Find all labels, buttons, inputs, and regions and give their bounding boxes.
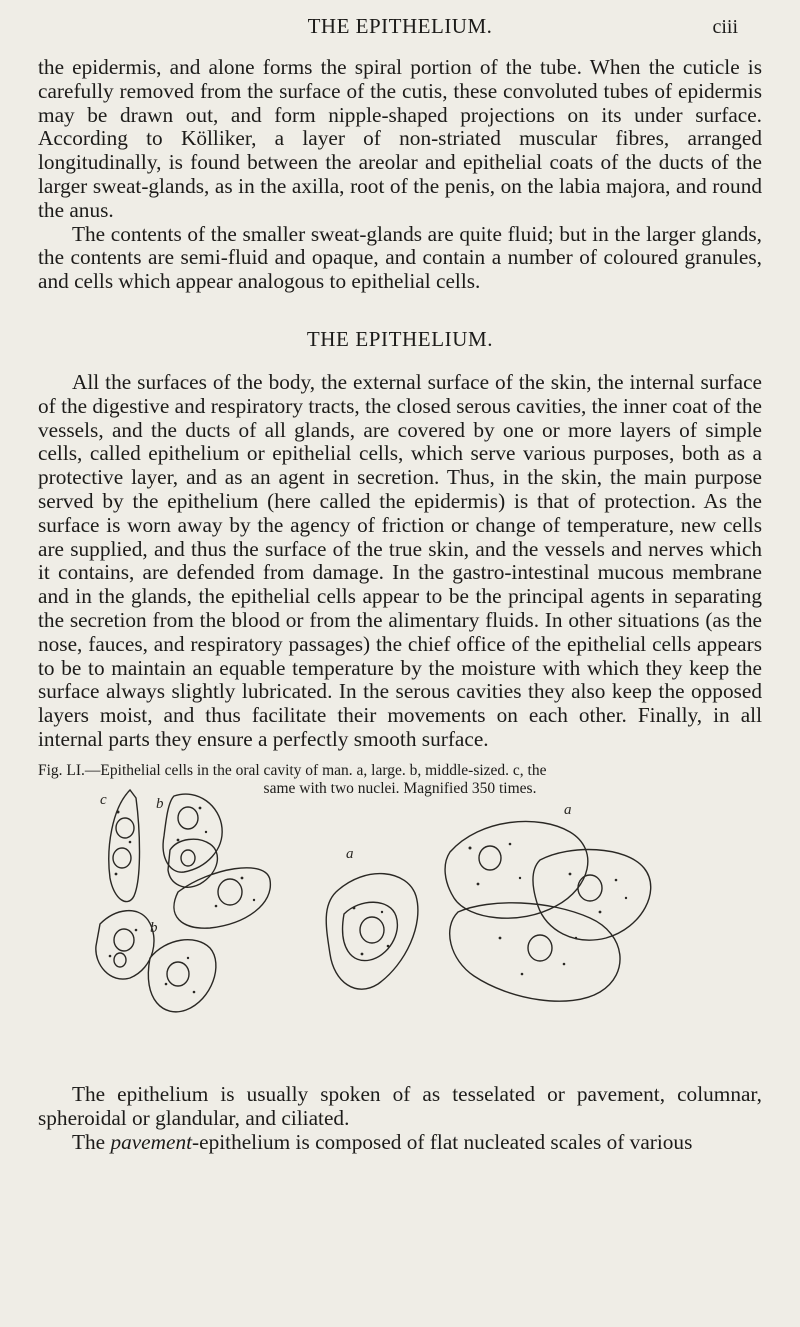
label-b-bottom: b bbox=[150, 920, 158, 936]
bottom-text bbox=[38, 1083, 762, 1154]
page-number: ciii bbox=[712, 16, 738, 38]
section-text bbox=[38, 371, 762, 752]
pavement-term: pavement bbox=[110, 1129, 193, 1154]
nucleus-b-middle bbox=[181, 850, 195, 866]
nucleus-c-1 bbox=[116, 818, 134, 838]
nucleus-large-left bbox=[218, 879, 242, 905]
pavement-post: -epithelium is composed of flat nucleated scales of various bbox=[192, 1129, 693, 1154]
nucleus-a-right-top bbox=[479, 846, 501, 870]
paragraph-pavement-epithelium bbox=[38, 1131, 762, 1155]
cell-large-left bbox=[174, 868, 270, 928]
paragraph-epithelium-types: The epithelium is usually spoken of as tesselated or pavement, columnar, spheroidal or glandular, and ciliated. bbox=[38, 1082, 762, 1130]
label-c: c bbox=[100, 792, 107, 808]
nucleus-b-top bbox=[178, 807, 198, 829]
cell-a-middle-inner bbox=[343, 902, 398, 960]
cell-b-top bbox=[163, 794, 222, 872]
paragraph-sweat-gland-contents: The contents of the smaller sweat-glands are quite fluid; but in the larger glands, the contents are semi-fluid and opaque, and contain a number of coloured granules, and cells which appear analogous to epithelial cells. bbox=[38, 221, 762, 294]
nucleus-b-bottom-2 bbox=[114, 953, 126, 967]
label-a-middle: a bbox=[346, 846, 354, 862]
caption-line-2: same with two nuclei. Magnified 350 times. bbox=[263, 779, 537, 797]
paragraph-sweat-glands-continued: the epidermis, and alone forms the spiral portion of the tube. When the cuticle is carefully removed from the surface of the cutis, these convoluted tubes of epidermis may be drawn out, and form nipple-shaped projections on its under surface. According to Kölliker, a layer of non-striated muscular fibres, arranged longitudinally, is found between the areolar and epithelial coats of the ducts of the larger sweat-glands, as in the axilla, root of the penis, on the labia majora, and round the anus. bbox=[38, 55, 762, 222]
nucleus-b-bottom-1 bbox=[114, 929, 134, 951]
cell-b-lower bbox=[148, 940, 216, 1012]
caption-line-1: Fig. LI.—Epithelial cells in the oral cavity of man. a, large. b, middle-sized. c, the bbox=[38, 762, 547, 779]
nucleus-a-right-bottom bbox=[528, 935, 552, 961]
nucleus-b-lower bbox=[167, 962, 189, 986]
section-title: THE EPITHELIUM. bbox=[306, 327, 494, 351]
pavement-pre: The bbox=[72, 1129, 111, 1154]
cell-a-middle bbox=[326, 874, 418, 990]
epithelial-cells-figure bbox=[70, 788, 730, 1078]
paragraph-epithelium-intro: All the surfaces of the body, the external surface of the skin, the internal surface of the digestive and respiratory tracts, the closed serous cavities, the inner coat of the vessels, and the ducts of all glands, are covered by one or more layers of simple cells, called epithelium or epithelial cells, which serve various purposes, both as a protective layer, and as an agent in secretion. Thus, in the skin, the main purpose served by the epithelium (here called the epidermis) is that of protection. As the surface is worn away by the agency of friction or change of temperature, new cells are supplied, and thus the surface of the true skin, and the vessels and nerves which it contains, are defended from damage. In the gastro-intestinal mucous membrane and in the glands, the epithelial cells appear to be the principal agents in separating the secretion from the blood or from the alimentary fluids. In other situations (as the nose, fauces, and respiratory passages) the chief office of the epithelial cells appears to be to maintain an equable temperature by the moisture with which they keep the surface always slightly lubricated. In the serous cavities they also keep the opposed layers moist, and thus facilitate their movements on each other. Finally, in all internal parts they ensure a perfectly smooth surface. bbox=[38, 370, 762, 751]
cell-b-bottom bbox=[96, 911, 154, 979]
cell-c-small bbox=[109, 790, 140, 902]
running-head: THE EPITHELIUM. bbox=[307, 14, 493, 38]
cell-a-right-middle bbox=[533, 850, 651, 941]
nucleus-a-middle bbox=[360, 917, 384, 943]
label-a-right: a bbox=[564, 802, 572, 818]
nucleus-a-right-middle bbox=[578, 875, 602, 901]
epithelial-cells-illustration bbox=[70, 788, 730, 1078]
cell-a-right-top bbox=[445, 821, 588, 918]
nucleus-c-2 bbox=[113, 848, 131, 868]
label-b-top: b bbox=[156, 796, 164, 812]
top-text bbox=[38, 56, 762, 294]
cell-a-right-bottom bbox=[450, 903, 620, 1001]
